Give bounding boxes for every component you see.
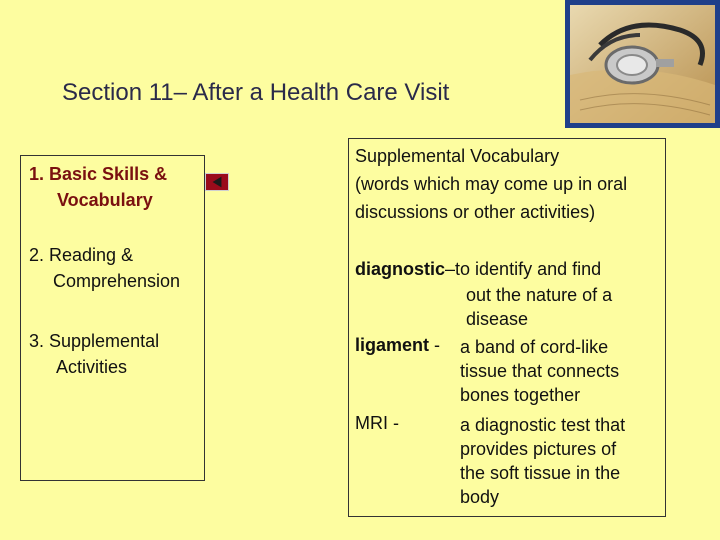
supplemental-heading (355, 142, 627, 226)
left-triangle-icon (206, 174, 228, 190)
nav-item-label: 3. Supplemental (29, 331, 160, 351)
term-word: MRI (355, 413, 388, 433)
vocab-term-ligament (355, 335, 440, 356)
stethoscope-book-photo (565, 0, 720, 128)
definition-line: provides pictures of (460, 439, 617, 459)
definition-line: the soft tissue in the (460, 463, 621, 483)
stethoscope-icon (570, 5, 715, 123)
term-separator: - (388, 413, 399, 433)
definition-line: a diagnostic test that (460, 415, 626, 435)
vocabulary-panel (348, 138, 666, 517)
term-separator: - (429, 335, 441, 355)
section-nav (20, 155, 205, 481)
definition-line: disease (466, 309, 529, 329)
nav-item-label: Vocabulary (57, 190, 153, 210)
definition-line: body (460, 487, 500, 507)
slide-title: Section 11– After a Health Care Visit (62, 79, 450, 106)
supplemental-line: Supplemental Vocabulary (355, 146, 560, 166)
vocab-term-mri (355, 413, 399, 434)
definition-line: out the nature of a (466, 285, 613, 305)
supplemental-line: (words which may come up in oral (355, 174, 628, 194)
nav-item-label: Comprehension (53, 271, 181, 291)
vocab-term-diagnostic (355, 259, 601, 280)
nav-item-label: Activities (56, 357, 128, 377)
vocab-definition-mri (460, 413, 625, 509)
back-button[interactable] (205, 173, 229, 191)
nav-item-reading[interactable] (29, 242, 180, 294)
definition-line: tissue that connects (460, 361, 620, 381)
term-separator: –to identify and find (445, 259, 602, 279)
vocab-definition-ligament (460, 335, 619, 407)
supplemental-line: discussions or other activities) (355, 202, 596, 222)
nav-item-basic-skills[interactable] (29, 161, 167, 213)
vocab-definition-diagnostic (466, 283, 612, 331)
term-word: ligament (355, 335, 430, 355)
definition-line: bones together (460, 385, 581, 405)
nav-item-label: 2. Reading & (29, 245, 134, 265)
definition-line: a band of cord-like (460, 337, 609, 357)
nav-item-supplemental[interactable] (29, 328, 159, 380)
nav-item-label: 1. Basic Skills & (29, 164, 168, 184)
term-word: diagnostic (355, 259, 446, 279)
